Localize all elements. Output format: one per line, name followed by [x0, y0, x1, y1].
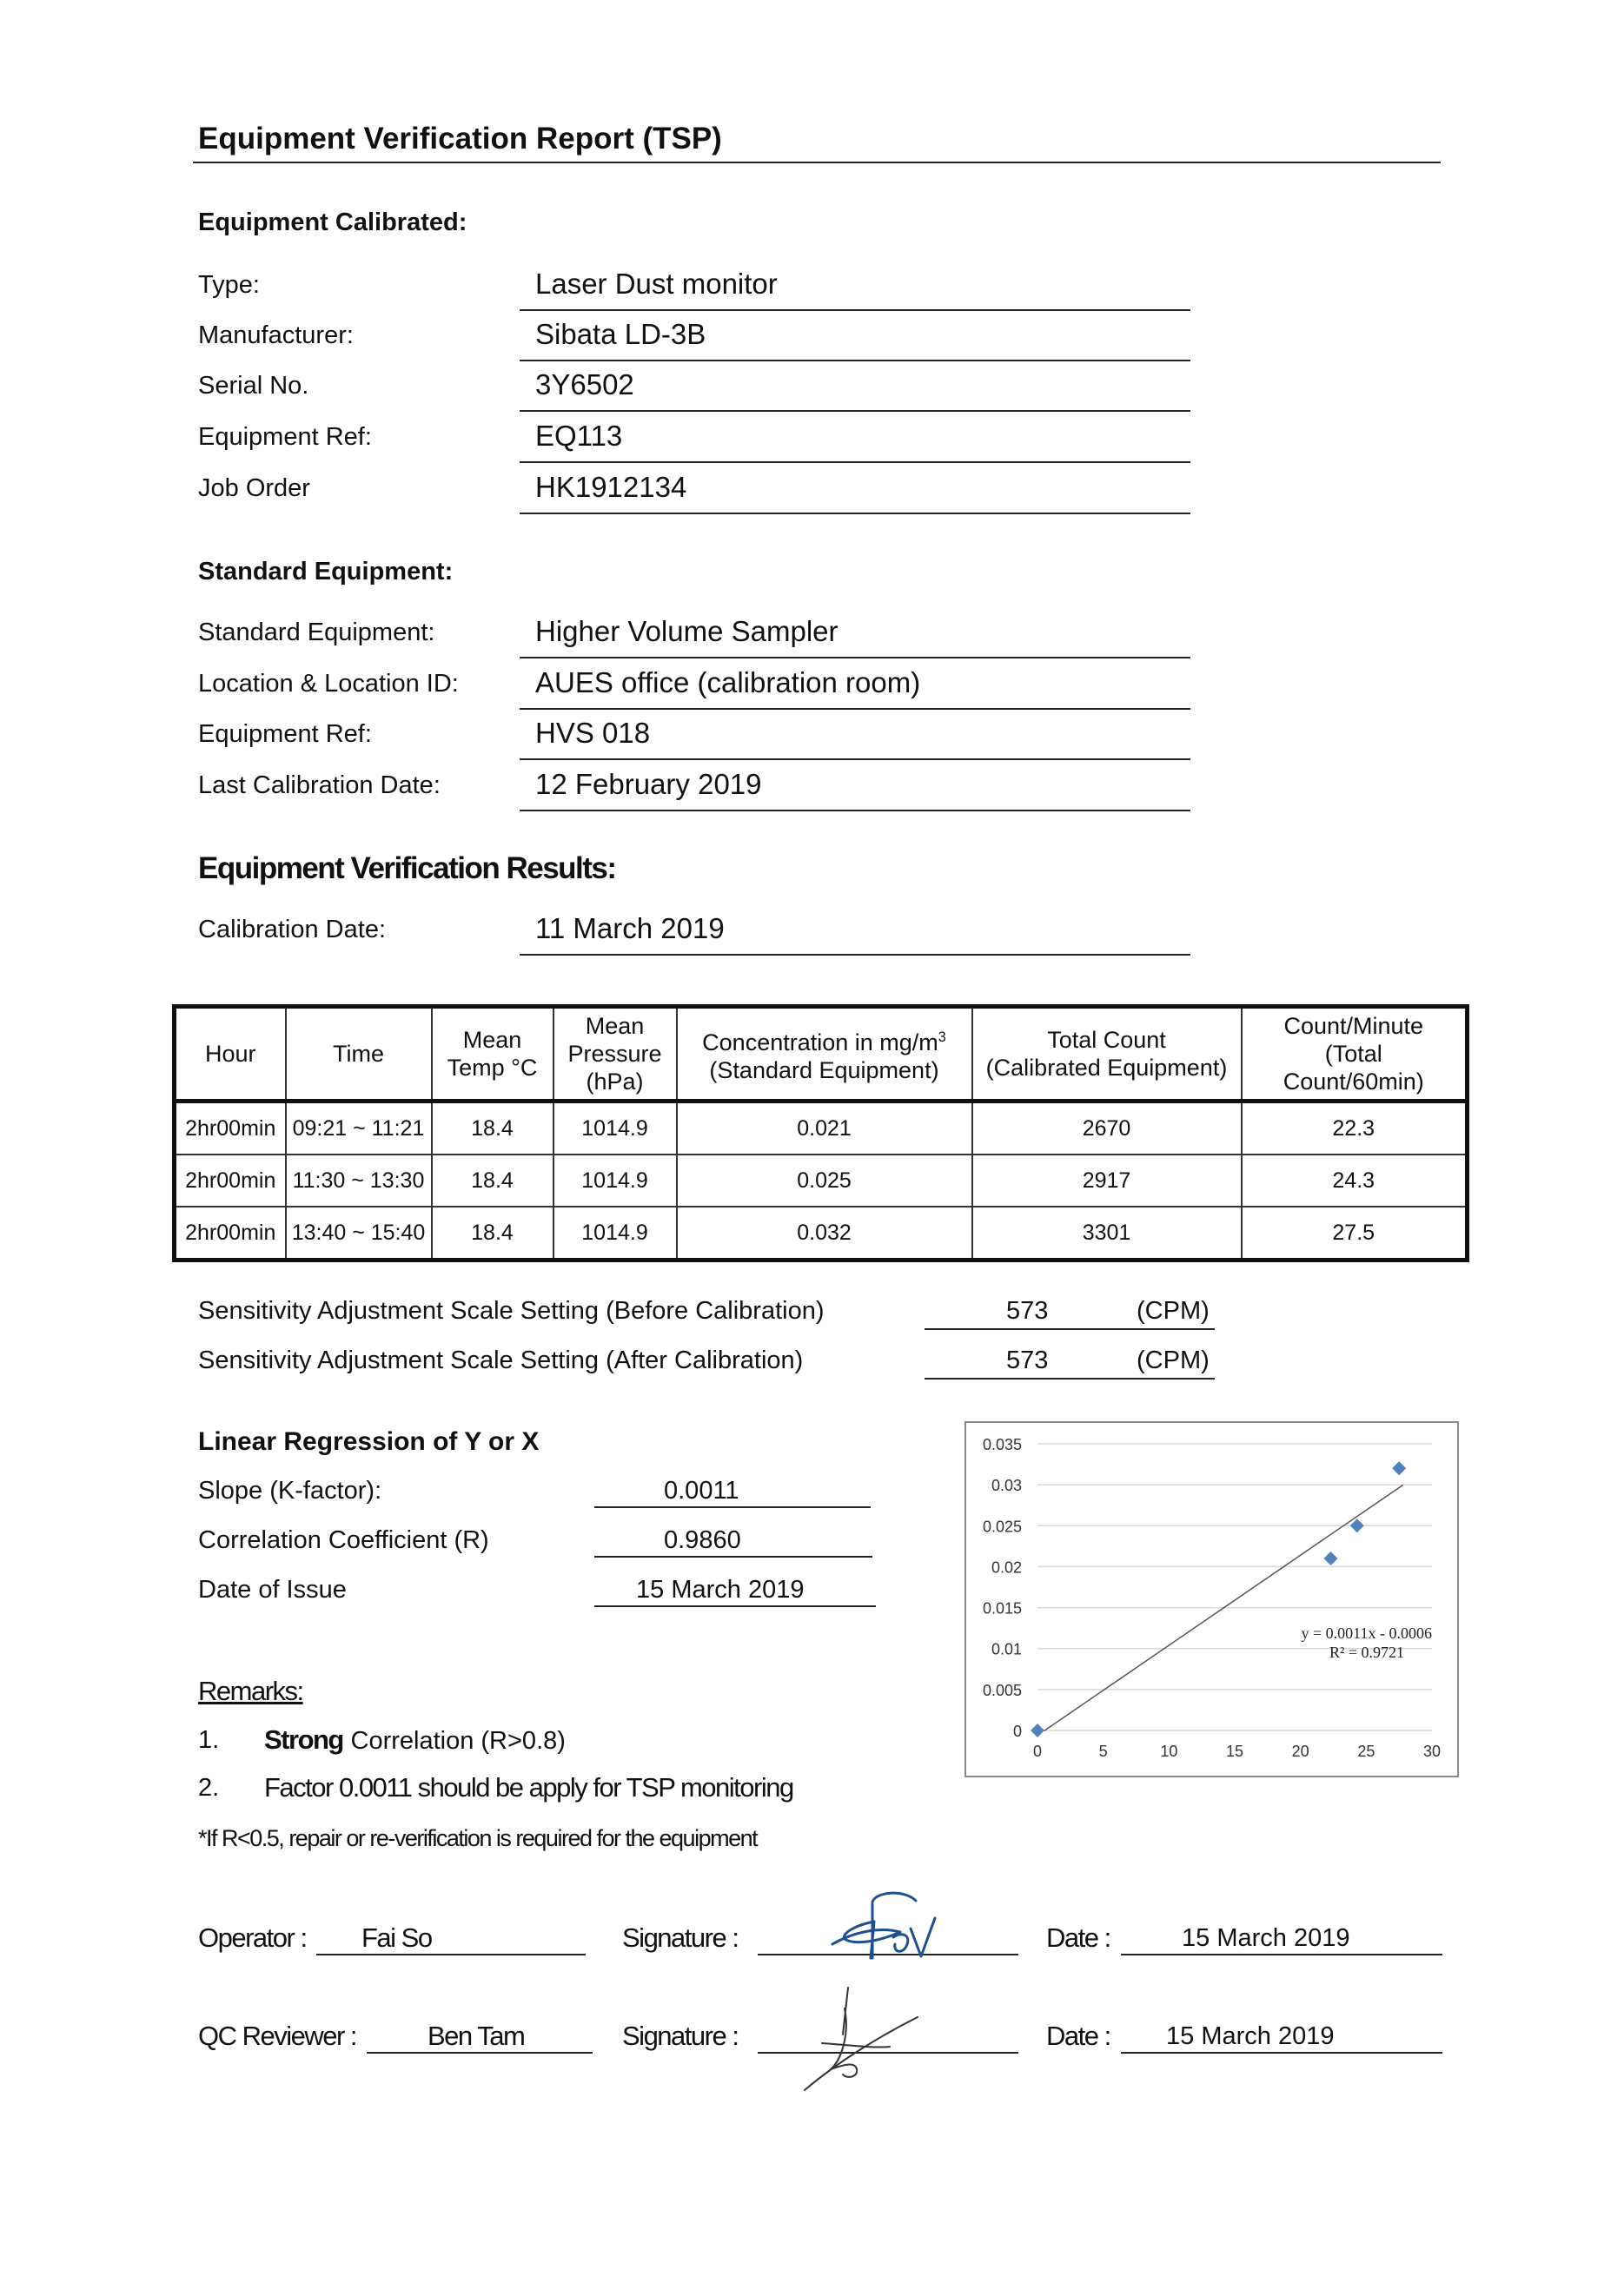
manufacturer-value: Sibata LD-3B	[535, 318, 706, 350]
cell-temp: 18.4	[432, 1155, 553, 1207]
remark-2-number: 2.	[198, 1774, 220, 1802]
std-equipment-ref-underline	[520, 758, 1190, 760]
cell-count-minute: 22.3	[1242, 1102, 1468, 1155]
slope-label: Slope (K-factor):	[198, 1477, 382, 1505]
chart-x-tick-label: 5	[1098, 1743, 1108, 1760]
header-mean-temp: Mean Temp °C	[432, 1007, 553, 1102]
report-title: Equipment Verification Report (TSP)	[198, 122, 722, 155]
job-order-underline	[520, 513, 1190, 514]
chart-x-tick-label: 15	[1225, 1743, 1244, 1760]
chart-y-tick-label: 0.01	[991, 1640, 1022, 1658]
header-total-count: Total Count (Calibrated Equipment)	[972, 1007, 1242, 1102]
cell-pressure: 1014.9	[553, 1155, 677, 1207]
qc-signature	[787, 1982, 926, 2095]
chart-x-tick-label: 10	[1160, 1743, 1178, 1760]
remark-note: *If R<0.5, repair or re-verification is required for the equipment	[198, 1825, 758, 1851]
operator-signature	[820, 1883, 951, 1967]
slope-value: 0.0011	[664, 1477, 739, 1505]
issue-date-value: 15 March 2019	[636, 1576, 805, 1604]
qc-name: Ben Tam	[428, 2021, 525, 2051]
last-calibration-underline	[520, 810, 1190, 811]
title-rule	[193, 162, 1441, 163]
remark-1-number: 1.	[198, 1726, 220, 1754]
chart-y-tick-label: 0.025	[982, 1518, 1022, 1536]
cell-concentration: 0.021	[677, 1102, 972, 1155]
type-label: Type:	[198, 271, 260, 299]
serial-underline	[520, 410, 1190, 412]
issue-date-underline	[594, 1605, 876, 1607]
cell-concentration: 0.025	[677, 1155, 972, 1207]
chart-data-point	[1392, 1461, 1406, 1475]
cell-hour: 2hr00min	[175, 1102, 286, 1155]
location-label: Location & Location ID:	[198, 670, 459, 698]
table-row	[175, 1102, 1468, 1155]
header-time: Time	[286, 1007, 432, 1102]
correlation-label: Correlation Coefficient (R)	[198, 1526, 489, 1554]
chart-x-tick-label: 30	[1422, 1743, 1442, 1760]
chart-x-tick-label: 20	[1291, 1743, 1309, 1760]
results-heading: Equipment Verification Results:	[198, 851, 616, 885]
remark-1	[264, 1724, 566, 1756]
standard-equipment-label: Standard Equipment:	[198, 619, 435, 646]
remark-1-text: Correlation (R>0.8)	[350, 1727, 566, 1755]
serial-value: 3Y6502	[535, 368, 634, 400]
last-calibration-label: Last Calibration Date:	[198, 771, 441, 799]
date-1-underline	[1121, 1954, 1442, 1955]
cell-time: 09:21 ~ 11:21	[286, 1102, 432, 1155]
equipment-ref-underline	[520, 461, 1190, 463]
sensitivity-before-value: 573	[1006, 1297, 1049, 1325]
correlation-value: 0.9860	[664, 1526, 741, 1554]
cell-time: 11:30 ~ 13:30	[286, 1155, 432, 1207]
sensitivity-before-label: Sensitivity Adjustment Scale Setting (Before Calibration)	[198, 1297, 825, 1325]
regression-chart	[964, 1421, 1459, 1777]
remark-1-strong: Strong	[264, 1724, 343, 1755]
chart-x-tick-label: 0	[1032, 1743, 1043, 1760]
cell-concentration: 0.032	[677, 1207, 972, 1260]
cell-pressure: 1014.9	[553, 1207, 677, 1260]
job-order-label: Job Order	[198, 474, 310, 502]
header-mean-pressure: Mean Pressure (hPa)	[553, 1007, 677, 1102]
manufacturer-label: Manufacturer:	[198, 321, 354, 349]
standard-equipment-underline	[520, 657, 1190, 658]
chart-data-point	[1350, 1519, 1364, 1532]
manufacturer-underline	[520, 360, 1190, 361]
issue-date-label: Date of Issue	[198, 1576, 347, 1604]
cell-total-count: 3301	[972, 1207, 1242, 1260]
chart-x-tick-label: 25	[1357, 1743, 1375, 1760]
job-order-value: HK1912134	[535, 471, 687, 503]
std-equipment-ref-label: Equipment Ref:	[198, 720, 372, 748]
date-1-value: 15 March 2019	[1182, 1924, 1350, 1952]
table-row	[175, 1155, 1468, 1207]
calibration-date-label: Calibration Date:	[198, 916, 386, 943]
location-value: AUES office (calibration room)	[535, 666, 921, 698]
regression-heading: Linear Regression of Y or X	[198, 1427, 540, 1456]
cell-pressure: 1014.9	[553, 1102, 677, 1155]
date-2-value: 15 March 2019	[1166, 2022, 1335, 2050]
sensitivity-after-label: Sensitivity Adjustment Scale Setting (After Calibration)	[198, 1347, 804, 1374]
cell-count-minute: 24.3	[1242, 1155, 1468, 1207]
qc-label: QC Reviewer :	[198, 2021, 357, 2051]
sensitivity-after-value: 573	[1006, 1347, 1049, 1374]
chart-y-tick-label: 0.015	[982, 1599, 1022, 1618]
calibration-date-underline	[520, 954, 1190, 956]
sensitivity-before-underline	[925, 1328, 1215, 1330]
date-2-label: Date :	[1046, 2021, 1110, 2051]
calibration-date-value: 11 March 2019	[535, 912, 725, 944]
chart-equation: y = 0.0011x - 0.0006	[1301, 1624, 1432, 1642]
last-calibration-value: 12 February 2019	[535, 768, 762, 800]
remark-2-text: Factor 0.0011 should be apply for TSP monitoring	[264, 1772, 793, 1803]
type-value: Laser Dust monitor	[535, 268, 778, 300]
cell-total-count: 2917	[972, 1155, 1242, 1207]
operator-name: Fai So	[361, 1922, 432, 1953]
serial-label: Serial No.	[198, 372, 309, 400]
sensitivity-before-unit: (CPM)	[1137, 1297, 1210, 1325]
signature-1-label: Signature :	[622, 1922, 739, 1953]
cell-temp: 18.4	[432, 1102, 553, 1155]
operator-label: Operator :	[198, 1922, 307, 1953]
chart-data-point	[1323, 1552, 1337, 1565]
signature-2-label: Signature :	[622, 2021, 739, 2051]
header-count-minute: Count/Minute (Total Count/60min)	[1242, 1007, 1468, 1102]
chart-y-tick-label: 0	[1012, 1723, 1022, 1740]
std-equipment-ref-value: HVS 018	[535, 717, 651, 749]
type-underline	[520, 309, 1190, 311]
table-header-row	[175, 1007, 1468, 1102]
chart-y-tick-label: 0.03	[991, 1477, 1022, 1495]
date-1-label: Date :	[1046, 1922, 1110, 1953]
cell-total-count: 2670	[972, 1102, 1242, 1155]
chart-y-tick-label: 0.035	[982, 1436, 1022, 1453]
cell-hour: 2hr00min	[175, 1207, 286, 1260]
chart-data-point	[1031, 1724, 1044, 1737]
verification-table	[172, 1004, 1469, 1262]
cell-time: 13:40 ~ 15:40	[286, 1207, 432, 1260]
equipment-ref-label: Equipment Ref:	[198, 423, 372, 451]
sensitivity-after-unit: (CPM)	[1137, 1347, 1210, 1374]
equipment-calibrated-heading: Equipment Calibrated:	[198, 208, 467, 236]
chart-y-tick-label: 0.02	[991, 1558, 1022, 1577]
cell-hour: 2hr00min	[175, 1155, 286, 1207]
cell-count-minute: 27.5	[1242, 1207, 1468, 1260]
chart-r-squared: R² = 0.9721	[1329, 1644, 1404, 1661]
equipment-ref-value: EQ113	[535, 420, 623, 452]
standard-equipment-value: Higher Volume Sampler	[535, 615, 839, 647]
header-concentration: Concentration in $mg/m^3$ (Standard Equipment)	[677, 1007, 972, 1102]
slope-underline	[594, 1506, 871, 1508]
remarks-heading: Remarks:	[198, 1676, 303, 1706]
qc-underline	[367, 2052, 593, 2054]
chart-y-tick-label: 0.005	[982, 1681, 1022, 1699]
cell-temp: 18.4	[432, 1207, 553, 1260]
header-hour: Hour	[175, 1007, 286, 1102]
table-row	[175, 1207, 1468, 1260]
operator-underline	[316, 1954, 586, 1955]
standard-equipment-heading: Standard Equipment:	[198, 558, 454, 586]
location-underline	[520, 708, 1190, 710]
sensitivity-after-underline	[925, 1378, 1215, 1380]
correlation-underline	[594, 1556, 872, 1558]
date-2-underline	[1121, 2052, 1442, 2054]
chart-svg	[966, 1423, 1457, 1776]
